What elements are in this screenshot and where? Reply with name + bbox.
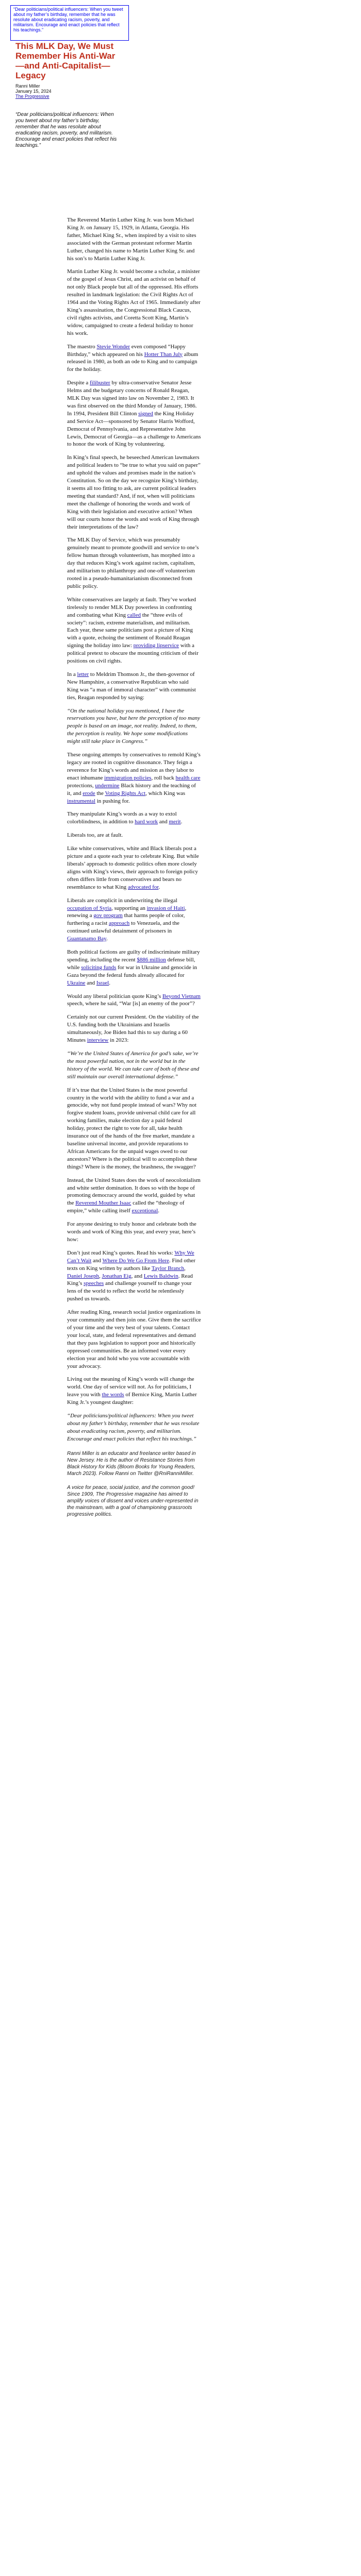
inline-link[interactable]: instrumental — [67, 798, 95, 804]
inline-link[interactable]: immigration policies — [104, 774, 152, 781]
article-body — [67, 216, 201, 1523]
inline-link[interactable]: Lewis Baldwin — [143, 1273, 178, 1279]
inline-link[interactable]: approach — [108, 920, 130, 927]
inline-link[interactable]: hard work — [135, 819, 158, 825]
publication-link[interactable]: The Progressive — [15, 94, 50, 99]
inline-link[interactable]: Israel — [96, 979, 109, 986]
inline-link[interactable]: Where Do We Go From Here — [102, 1257, 169, 1264]
paragraph: The Reverend Martin Luther King Jr. was born Michael King Jr. on January 15, 1929, in Atlanta, Georgia. His father, Michael King Sr., when inspired by a visit to sites associated with the German protestant reformer Martin Luther, changed his name to Martin Luther King Sr. and his son’s to Martin Luther King Jr. — [67, 217, 196, 262]
inline-link[interactable]: letter — [77, 671, 89, 677]
inline-link[interactable]: exceptional — [132, 1208, 158, 1214]
inline-link[interactable]: Beyond Vietnam — [162, 993, 201, 999]
paragraph: The MLK Day of Service, which was presumably genuinely meant to promote goodwill and service to one’s fellow human through volunteerism, has morphed into a day that reduces King’s work against racism, capitalism, and militarism to philanthropy and one-off volunteerism rooted in a pseudo-humanitarianism disconnected from public policy. — [67, 537, 199, 589]
blockquote: “Dear politicians/political influencers: When you tweet about my father’s birthday, remember that he was resolute about eradicating racism, poverty, and militarism. Encourage and enact policies that reflect his teachings.” — [67, 1413, 200, 1442]
inline-link[interactable]: erode — [83, 790, 95, 796]
paragraph: Liberals too, are at fault. — [67, 832, 123, 839]
inline-link[interactable]: soliciting funds — [81, 964, 117, 971]
paragraph: Don’t just read King’s quotes. Read his works: Why We Can’t Wait and Where Do We Go From Here. Find other texts on King written by authors like Taylor Branch, Daniel Joseph, Jonathan Eig, and Lewis Baldwin. Read King’s speeches and challenge yourself to change your lens of the world to reflect the world he relentlessly pushed us towards. — [67, 1249, 195, 1302]
inline-link[interactable]: Stevie Wonder — [96, 343, 130, 350]
author-bio: Ranni Miller is an educator and freelance writer based in New Jersey. He is the author of Resistance Stories from Black History for Kids (Bloom Books for Young Readers, March 2023). Follow Ranni on Twitter @RniRanniMiller. — [67, 1450, 196, 1477]
paragraph: After reading King, research social justice organizations in your community and then join one. Give them the sacrifice of your time and the very best of your talents. Contact your local, state, and federal representatives and demand that they pass legislation to support poor and historically oppressed communities. Be an informed voter every election year and hold who you vote accountable with your advocacy. — [67, 1309, 201, 1369]
inline-link[interactable]: advocated for — [127, 884, 159, 890]
inline-link[interactable]: filibuster — [89, 380, 110, 386]
preheader-box[interactable] — [10, 5, 129, 41]
inline-link[interactable]: undermine — [95, 782, 120, 789]
inline-link[interactable]: interview — [87, 1037, 109, 1044]
preheader-text: “Dear politicians/political influencers: When you tweet about my father’s birthday, remember that he was resolute about eradicating racism, poverty, and militarism. Encourage and enact policies that reflect his teachings.” — [13, 7, 123, 32]
blockquote: “We’re the United States of America for god’s sake, we’re the most powerful nation, not in the world but in the history of the world. We can take care of both of these and still maintain our overall international defense.” — [67, 1050, 200, 1080]
closing-note: A voice for peace, social justice, and the common good! Since 1909, The Progressive magazine has aimed to amplify voices of dissent and voices under-represented in the mainstream, with a goal of championing grassroots progressive politics. — [67, 1484, 199, 1517]
paragraph: Certainly not our current President. On the viability of the U.S. funding both the Ukrainians and Israelis simultaneously, Joe Biden had this to say during a 60 Minutes interview in 2023: — [67, 1014, 199, 1044]
inline-link[interactable]: the words — [102, 1392, 124, 1398]
inline-link[interactable]: merit — [169, 819, 181, 825]
paragraph: Instead, the United States does the work of neocolonialism and white settler domination. It does so with the hope of promoting democracy around the world, guided by what the Reverend Mouther Isaac called the “theology of empire,” while calling itself exceptional. — [67, 1177, 201, 1214]
inline-link[interactable]: occupation of Syria — [67, 905, 112, 911]
inline-link[interactable]: called — [127, 612, 141, 618]
paragraph: Would any liberal politician quote King’s Beyond Vietnam speech, where he said, “War [is] an enemy of the poor”? — [67, 993, 201, 1007]
paragraph: If it’s true that the United States is the most powerful country in the world with the ability to fund a war and a genocide, why not fund people instead of wars? Why not forgive student loans, provide universal child care for all working families, make election day a paid federal holiday, protect the right to vote for all, take health insurance out of the hands of the free market, mandate a baseline universal income, and provide reparations to African Americans for the unpaid wages owed to our ancestors? Where is the political will to accomplish these things? Where is the money, the brashness, the swagger? — [67, 1087, 198, 1170]
paragraph: Martin Luther King Jr. would become a scholar, a minister of the gospel of Jesus Christ, and an activist on behalf of not only Black people but all of the oppressed. His efforts resulted in landmark legislation: the Civil Rights Act of 1964 and the Voting Rights Act of 1965. Immediately after King’s assassination, the Congressional Black Caucus, civil rights activists, and Coretta Scott King, Martin’s widow, campaigned to create a federal holiday to honor his work. — [67, 268, 201, 336]
inline-link[interactable]: Voting Rights Act — [105, 790, 146, 796]
paragraph: These ongoing attempts by conservatives to remold King’s legacy are rooted in cognitive dissonance. They feign a reverence for King’s words and mission as they labor to enact inhumane immigration policies, roll back health care protections, undermine Black history and the teaching of it, and erode the Voting Rights Act, which King was instrumental in pushing for. — [67, 752, 201, 804]
article-summary — [15, 40, 119, 149]
paragraph: The maestro Stevie Wonder even composed “Happy Birthday,” which appeared on his Hotter Than July album released in 1980, as both an ode to King and to campaign for the holiday. — [67, 343, 199, 373]
inline-link[interactable]: Why We Can’t Wait — [67, 1249, 194, 1264]
summary-quote: “Dear politicians/political influencers: When you tweet about my father’s birthday, remember that he was resolute about eradicating racism, poverty, and militarism. Encourage and enact policies that reflect his teachings.” — [15, 112, 117, 148]
paragraph: White conservatives are largely at fault. They’ve worked tirelessly to render MLK Day powerless in confronting and combating what King called the “three evils of society”: racism, extreme materialism, and militarism. Each year, these same politicians post a picture of King with a quote, echoing the sentiment of Ronald Reagan signing the holiday into law: providing lipservice with a political pretext to obscure the mounting criticism of their positions on civil rights. — [67, 596, 199, 665]
paragraph: Liberals are complicit in underwriting the illegal occupation of Syria, supporting an invasion of Haiti, renewing a gov program that harms people of color, furthering a racist approach to Venezuela, and the continued unlawful detainment of prisoners in Guantanamo Bay. — [67, 897, 187, 942]
article-title[interactable]: This MLK Day, We Must Remember His Anti-War—and Anti-Capitalist—Legacy — [15, 41, 116, 80]
inline-link[interactable]: health care — [175, 774, 201, 781]
inline-link[interactable]: Guantanamo Bay — [67, 936, 106, 942]
inline-link[interactable]: Daniel Joseph — [67, 1273, 100, 1279]
inline-link[interactable]: Hotter Than July — [144, 351, 183, 358]
paragraph: Living out the meaning of King’s words will change the world. One day of service will not. As for politicians, I leave you with the words of Bernice King, Martin Luther King Jr.’s youngest daughter: — [67, 1376, 197, 1406]
paragraph: For anyone desiring to truly honor and celebrate both the words and work of King this year, and every year, here’s how: — [67, 1221, 196, 1243]
inline-link[interactable]: Taylor Branch — [151, 1265, 184, 1272]
paragraph: In King’s final speech, he beseeched American lawmakers and political leaders to “be true to what you said on paper” and uphold the values and promises made in the nation’s Constitution. So on the day we recognize King’s birthday, it seems all too fitting to ask, are current political leaders meeting that standard? And, if not, when will politicians meet the challenge of honoring the words and work of King with their legislation and executive action? When will our courts honor the words and work of King through their interpretations of the law? — [67, 454, 201, 530]
paragraph: Both political factions are guilty of indiscriminate military spending, including the recent $886 million defense bill, while soliciting funds for war in Ukraine and genocide in Gaza beyond the federal funds already allocated for Ukraine and Israel. — [67, 949, 200, 986]
inline-link[interactable]: gov program — [93, 912, 123, 919]
inline-link[interactable]: $886 million — [137, 956, 166, 963]
publish-date: January 15, 2024 — [15, 89, 52, 94]
blockquote: “On the national holiday you mentioned, I have the reservations you have, but here the perception of too many people is based on an image, not reality. Indeed, to them, the perception is reality. We hope some modifications might still take place in Congress.” — [67, 707, 200, 745]
inline-link[interactable]: Reverend Mouther Isaac — [75, 1200, 132, 1207]
inline-link[interactable]: speeches — [84, 1280, 104, 1287]
inline-link[interactable]: invasion of Haiti — [146, 905, 185, 911]
paragraph: Despite a filibuster by ultra-conservative Senator Jesse Helms and the budgetary concerns of Ronald Reagan, MLK Day was signed into law on November 2, 1983. It was first observed on the third Monday of January, 1986. In 1994, President Bill Clinton signed the King Holiday and Service Act—sponsored by Senator Harris Wofford, Democrat of Pennsylvania, and Representative John Lewis, Democrat of Georgia—as a challenge to Americans to honor the work of King by volunteering. — [67, 380, 201, 448]
paragraph: In a letter to Meldrim Thomson Jr., the then-governor of New Hampshire, a conservative Republican who said King was “a man of immoral character” with communist ties, Reagan responded by saying: — [67, 671, 196, 701]
inline-link[interactable]: Ukraine — [67, 979, 86, 986]
paragraph: Like white conservatives, white and Black liberals post a picture and a quote each year to celebrate King. But while liberals’ approach to domestic politics often more closely aligns with King’s views, their approach to foreign policy often differs little from conservatives and bears no resemblance to what King advocated for. — [67, 845, 199, 890]
paragraph: They manipulate King’s words as a way to extol colorblindness, in addition to hard work and merit. — [67, 811, 183, 825]
inline-link[interactable]: signed — [138, 410, 153, 417]
byline — [15, 83, 119, 99]
author-name: Ranni Miller — [15, 83, 40, 89]
inline-link[interactable]: providing lipservice — [133, 642, 179, 649]
inline-link[interactable]: Jonathan Eig — [102, 1273, 132, 1279]
